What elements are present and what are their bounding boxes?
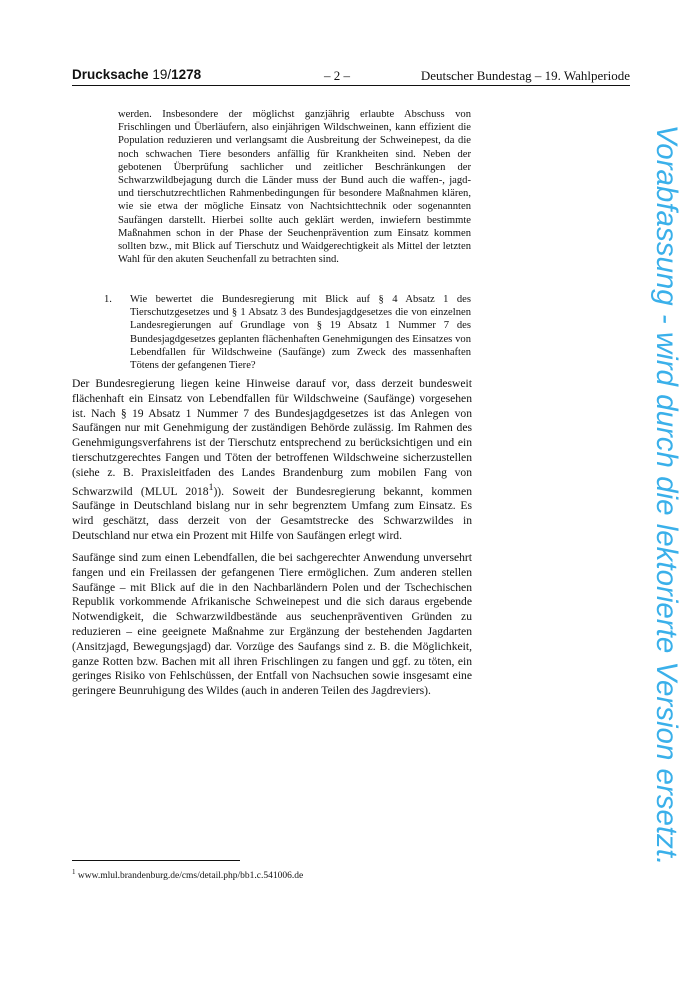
document-number-prefix: 19/ — [152, 67, 172, 82]
answer-p1-text: Der Bundesregierung liegen keine Hinweise darauf vor, dass derzeit bundesweit flächenhaft ein Einsatz von Lebendfallen für Wildschweine (Saufänge) vorgesehen ist. Nach § 19 Absatz 1 Nummer 7 des Bundesjagdgesetzes ist das Anlegen von Saufängen nur mit Genehmigung der zuständigen Behörde zulässig. Im Rahmen des Genehmigungsverfahrens ist der Tierschutz entsprechend zu berücksichtigen und ein tierschutzgerechtes Fangen und Töten der betroffenen Wildschweine sicherzustellen (siehe z. B. Praxisleitfaden des Landes Brandenburg zum mobilen Fang von Schwarzwild (MLUL 2018 — [72, 377, 472, 498]
draft-watermark: Vorabfassung - wird durch die lektorierte Version ersetzt. — [650, 124, 683, 866]
document-number — [72, 67, 201, 82]
header-rule — [72, 85, 630, 86]
footnote-marker: 1 — [72, 868, 76, 876]
question-text: Wie bewertet die Bundesregierung mit Blick auf § 4 Absatz 1 des Tierschutzgesetzes und § 1 Absatz 3 des Bundesjagdgesetzes die von einzelnen Landesregierungen auf Grundlage von § 19 Absatz 1 Nummer 7 des Bundesjagdgesetzes geplanten flächenhaften Genehmigungen des Einsatzes von Lebendfallen für Wildschweine (Saufänge) zum Zweck des massenhaften Tötens der gefangenen Tiere? — [130, 294, 471, 372]
answer-p1-text-continued: )). Soweit der Bundesregierung bekannt, kommen Saufänge in Deutschland bislang nur in sehr begrenztem Umfang zum Einsatz. Es wird geschätzt, dass derzeit von der Gesamtstrecke des Schwarzwildes in Deutschland nur etwa ein Prozent mit Hilfe von Saufängen erlegt wird. — [72, 484, 472, 542]
document-number-value: 1278 — [171, 67, 202, 82]
footnote-reference[interactable]: 1 — [208, 481, 214, 493]
document-label: Drucksache — [72, 67, 149, 82]
question-1 — [104, 293, 471, 372]
continuation-paragraph: werden. Insbesondere der möglichst ganzjährig erlaubte Abschuss von Frischlingen und Überläufern, also einjährigen Wildschweinen, kann effizient die Population reduzieren und verlangsamt die Ausbreitung der Schweinepest, da die noch schwachen Tiere besonders anfällig für Krankheiten sind. Neben der gebotenen Überprüfung sachlicher und zeitlicher Beschränkungen der Schwarzwildbejagung durch die Länder muss der Bund auch die waffen-, jagd- und tierschutzrechtlichen Rahmenbedingungen für besondere Maßnahmen klären, wie sie etwa der mögliche Einsatz von Nachtsichttechnik oder sogenannten Saufängen darstellt. Hierbei sollte auch geklärt werden, inwiefern bestimmte Maßnahmen schon in der Phase der Seuchenprävention zum Einsatz kommen sollten bzw., mit Blick auf Tierschutz und Waidgerechtigkeit als Mittel der letzten Wahl für den akuten Seuchenfall zu betrachten sind. — [118, 109, 471, 266]
footnote-rule — [72, 860, 240, 861]
publisher: Deutscher Bundestag – 19. Wahlperiode — [420, 68, 630, 83]
answer-paragraph-1 — [72, 377, 472, 544]
page-number: – 2 – — [324, 68, 350, 83]
footnote-url[interactable]: www.mlul.brandenburg.de/cms/detail.php/bb1.c.541006.de — [77, 871, 304, 882]
question-number: 1. — [104, 294, 112, 305]
footnote — [72, 868, 303, 881]
page-header — [72, 67, 630, 83]
answer-paragraph-2: Saufänge sind zum einen Lebendfallen, die bei sachgerechter Anwendung unversehrt fangen und ein Freilassen der gefangenen Tiere ermöglichen. Zum anderen stellen Saufänge – mit Blick auf die in den Nachbarländern Polen und der Tschechischen Republik vorkommende Afrikanische Schweinepest und die sich daraus ergebende Notwendigkeit, die Schwarzwildbestände aus seuchenpräventiven Gründen zu reduzieren – eine geeignete Maßnahme zur Ergänzung der bestehenden Jagdarten (Ansitzjagd, Bewegungsjagd) dar. Vorzüge des Saufangs sind z. B. die Möglichkeit, ganze Rotten bzw. Bachen mit all ihren Frischlingen zu fangen und ggf. zu töten, ein geringes Risiko von Fehlschüssen, der Entfall von Nachsuchen sowie insgesamt eine geringere Beunruhigung des Wildes (auch in anderen Teilen des Jagdreviers). — [72, 551, 472, 698]
